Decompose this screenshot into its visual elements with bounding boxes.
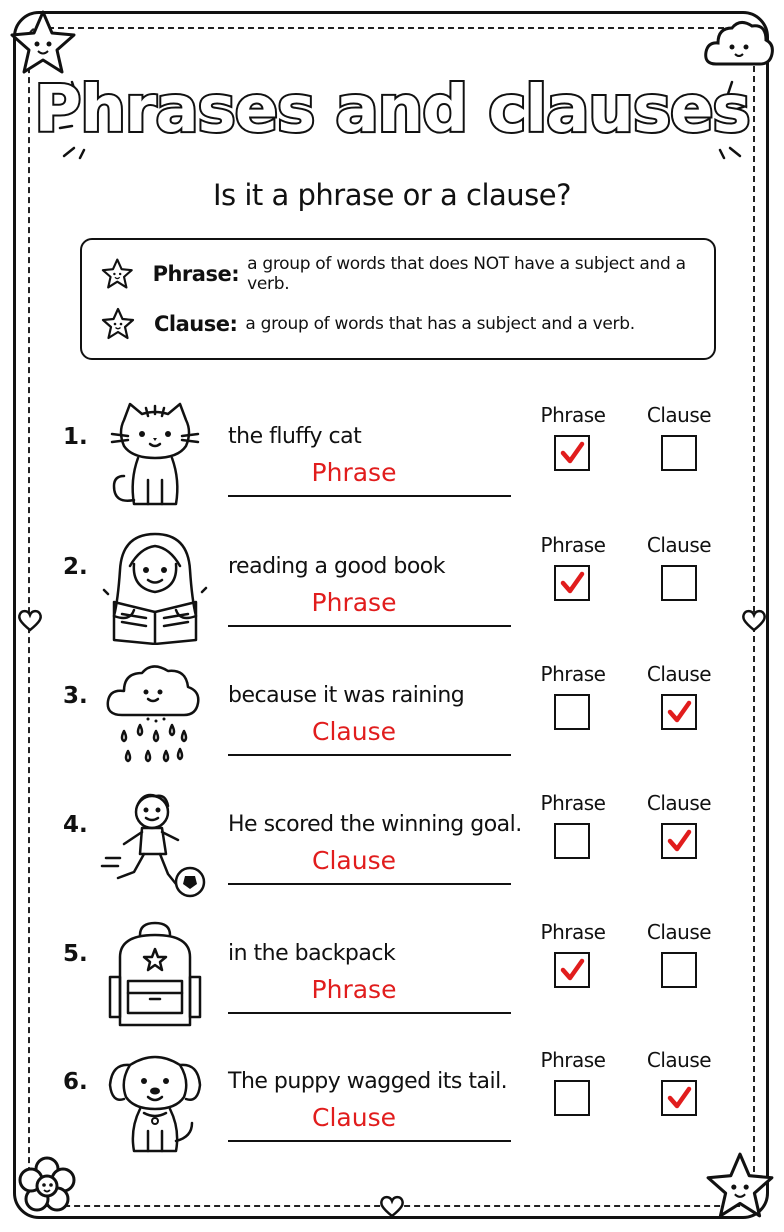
star-icon [100, 306, 136, 342]
question-text: in the backpack [228, 941, 396, 966]
star-icon [100, 256, 135, 292]
phrase-label: Phrase [540, 403, 606, 427]
definition-clause [100, 304, 635, 344]
checkmark-icon [666, 828, 692, 854]
answer-text[interactable]: Clause [312, 1103, 396, 1132]
clause-checkbox[interactable] [661, 565, 697, 601]
question-item [0, 533, 784, 660]
phrase-label: Phrase [540, 791, 606, 815]
question-number: 5. [63, 941, 88, 967]
phrase-label: Phrase [540, 1048, 606, 1072]
phrase-checkbox[interactable] [554, 1080, 590, 1116]
answer-line [228, 754, 511, 756]
question-number: 4. [63, 812, 88, 838]
phrase-checkbox[interactable] [554, 565, 590, 601]
definition-phrase [100, 254, 714, 294]
answer-text[interactable]: Clause [312, 846, 396, 875]
answer-text[interactable]: Phrase [311, 458, 397, 487]
question-number: 1. [63, 424, 88, 450]
phrase-checkbox[interactable] [554, 952, 590, 988]
clause-label: Clause [646, 920, 712, 944]
question-number: 6. [63, 1069, 88, 1095]
definition-text: a group of words that does NOT have a subject and a verb. [247, 254, 686, 294]
question-text: The puppy wagged its tail. [228, 1069, 508, 1094]
answer-line [228, 883, 511, 885]
phrase-label: Phrase [540, 920, 606, 944]
answer-text[interactable]: Phrase [311, 588, 397, 617]
cat-icon [100, 400, 210, 515]
clause-checkbox[interactable] [661, 823, 697, 859]
clause-label: Clause [646, 533, 712, 557]
answer-line [228, 495, 511, 497]
clause-checkbox[interactable] [661, 1080, 697, 1116]
question-item [0, 403, 784, 530]
answer-line [228, 1140, 511, 1142]
checkmark-icon [559, 570, 585, 596]
question-text: He scored the winning goal. [228, 812, 522, 837]
question-text: reading a good book [228, 554, 445, 579]
clause-checkbox[interactable] [661, 694, 697, 730]
clause-label: Clause [646, 1048, 712, 1072]
clause-label: Clause [646, 791, 712, 815]
answer-text[interactable]: Clause [312, 717, 396, 746]
page-subtitle: Is it a phrase or a clause? [212, 178, 572, 212]
definition-text: a group of words that has a subject and a verb. [245, 314, 635, 334]
boy-soccer-icon [100, 788, 210, 903]
phrase-checkbox[interactable] [554, 823, 590, 859]
answer-line [228, 1012, 511, 1014]
girl-reading-icon [100, 530, 210, 645]
phrase-label: Phrase [540, 533, 606, 557]
page-title: Phrases and clauses [34, 73, 750, 147]
definition-term: Clause: [154, 312, 238, 336]
phrase-checkbox[interactable] [554, 435, 590, 471]
puppy-icon [100, 1045, 210, 1160]
question-text: the fluffy cat [228, 424, 362, 449]
checkmark-icon [666, 1085, 692, 1111]
question-item [0, 662, 784, 789]
question-item [0, 791, 784, 918]
answer-text[interactable]: Phrase [311, 975, 397, 1004]
checkmark-icon [559, 957, 585, 983]
checkmark-icon [559, 440, 585, 466]
rain-cloud-icon [100, 659, 210, 774]
question-text: because it was raining [228, 683, 465, 708]
backpack-icon [100, 917, 210, 1032]
definitions-box [80, 238, 716, 360]
phrase-label: Phrase [540, 662, 606, 686]
answer-line [228, 625, 511, 627]
clause-label: Clause [646, 662, 712, 686]
heart-icon [378, 1192, 406, 1220]
checkmark-icon [666, 699, 692, 725]
question-item [0, 1048, 784, 1175]
question-number: 3. [63, 683, 88, 709]
question-number: 2. [63, 554, 88, 580]
definition-term: Phrase: [152, 262, 240, 286]
clause-checkbox[interactable] [661, 952, 697, 988]
phrase-checkbox[interactable] [554, 694, 590, 730]
clause-label: Clause [646, 403, 712, 427]
clause-checkbox[interactable] [661, 435, 697, 471]
question-item [0, 920, 784, 1047]
